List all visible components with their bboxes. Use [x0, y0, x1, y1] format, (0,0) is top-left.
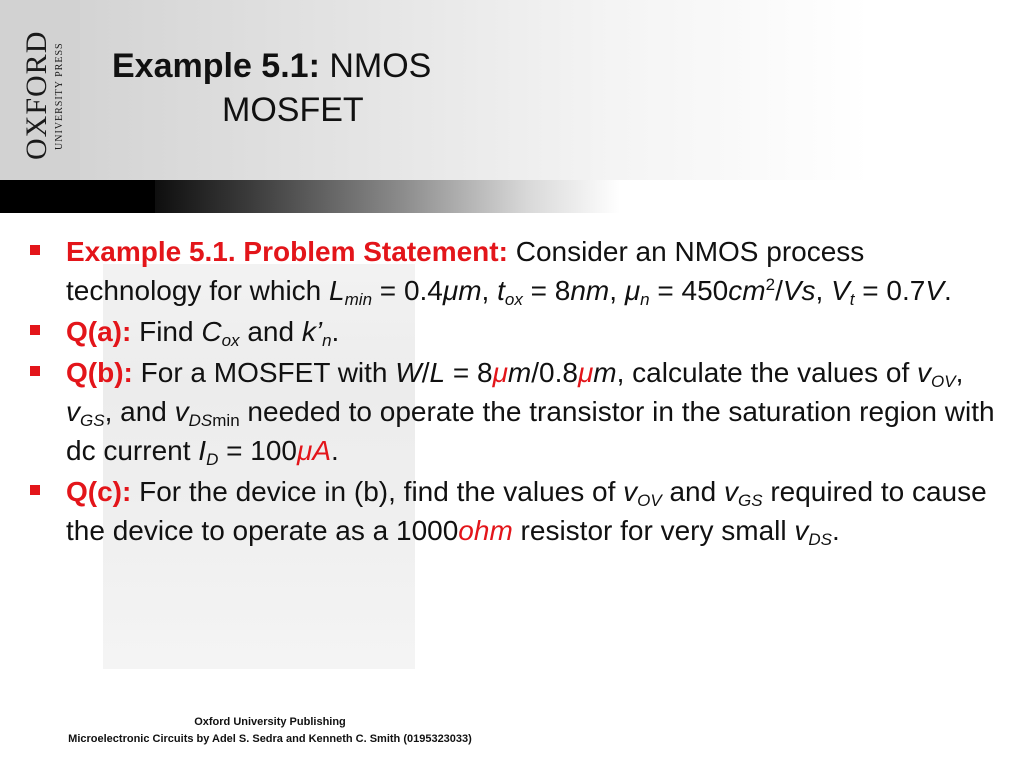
text: .	[944, 275, 952, 306]
slide-content	[30, 232, 1000, 552]
title-line2: MOSFET	[222, 91, 364, 129]
unit: m	[458, 275, 482, 306]
unit-ohm: ohm	[458, 515, 513, 546]
divider-notch	[0, 180, 155, 213]
text: = 0.7	[854, 275, 926, 306]
unit: V	[925, 275, 945, 306]
publisher-logo	[0, 0, 80, 180]
unit: Vs	[782, 275, 816, 306]
text: , and	[104, 396, 175, 427]
header-divider-bar	[0, 180, 620, 213]
subscript: OV	[637, 491, 662, 510]
subscript: n	[640, 290, 650, 309]
text: ,	[955, 357, 964, 388]
subscript: min	[344, 290, 373, 309]
bullet-qb	[30, 353, 1000, 470]
bullet-marker-icon	[30, 366, 40, 376]
bullet-qc	[30, 472, 1000, 550]
symbol: W	[395, 357, 422, 388]
text: /	[775, 275, 783, 306]
symbol: v	[623, 476, 638, 507]
text: needed to operate the transistor in the saturation region with dc current	[66, 396, 995, 466]
bullet-problem-statement	[30, 232, 1000, 310]
text: .	[331, 316, 340, 347]
symbol: C	[201, 316, 222, 347]
bullet-marker-icon	[30, 325, 40, 335]
bullet-marker-icon	[30, 245, 40, 255]
text: ,	[609, 275, 625, 306]
symbol: V	[831, 275, 850, 306]
symbol: v	[794, 515, 809, 546]
bullet-label: Example 5.1. Problem Statement:	[66, 236, 508, 267]
text: For a MOSFET with	[132, 357, 396, 388]
bullet-label: Q(a):	[66, 316, 132, 347]
logo-subtitle: UNIVERSITY PRESS	[54, 42, 65, 150]
text: Consider an NMOS process technology for which	[66, 236, 865, 306]
unit: m	[507, 357, 532, 388]
bullet-qa	[30, 312, 1000, 351]
text: = 100	[218, 435, 297, 466]
mu-symbol: μ	[492, 357, 508, 388]
subscript: n	[322, 331, 332, 350]
subscript: DS	[808, 530, 832, 549]
subscript: ox	[504, 290, 523, 309]
unit: A	[312, 435, 332, 466]
text: resistor for very small	[512, 515, 795, 546]
subscript: DS	[188, 411, 213, 430]
slide-title	[112, 44, 431, 132]
text: , calculate the values of	[616, 357, 918, 388]
symbol: I	[198, 435, 207, 466]
text: .	[331, 435, 339, 466]
footer-publisher: Oxford University Publishing	[194, 716, 346, 728]
mu-symbol: μ	[442, 275, 459, 306]
text: = 8	[522, 275, 571, 306]
subscript: ox	[221, 331, 240, 350]
text: ,	[815, 275, 832, 306]
unit: nm	[570, 275, 610, 306]
symbol: v	[723, 476, 738, 507]
text: /	[421, 357, 430, 388]
logo-wordmark: OXFORD	[20, 30, 53, 160]
unit: cm	[728, 275, 766, 306]
superscript: 2	[765, 275, 776, 294]
slide-footer	[0, 714, 540, 748]
mu-symbol: μ	[296, 435, 313, 466]
title-bold: Example 5.1:	[112, 47, 320, 85]
symbol: L	[329, 275, 345, 306]
symbol: v	[174, 396, 189, 427]
text: = 450	[649, 275, 729, 306]
bullet-marker-icon	[30, 485, 40, 495]
text: ,	[481, 275, 498, 306]
symbol: v	[66, 396, 80, 427]
subscript: D	[206, 450, 219, 469]
symbol: L	[429, 357, 446, 388]
text: For the device in (b), find the values of	[131, 476, 624, 507]
text: Find	[131, 316, 202, 347]
mu-symbol: μ	[577, 357, 594, 388]
subscript: GS	[737, 491, 763, 510]
text: required to cause the device to operate as a 1000	[66, 476, 987, 546]
symbol: k’	[301, 316, 323, 347]
subscript: GS	[80, 411, 105, 430]
text: = 8	[445, 357, 493, 388]
text: = 0.4	[372, 275, 443, 306]
footer-book-credit: Microelectronic Circuits by Adel S. Sedra and Kenneth C. Smith (0195323033)	[68, 733, 472, 745]
subscript: OV	[931, 372, 956, 391]
unit: m	[593, 357, 617, 388]
symbol: t	[497, 275, 505, 306]
text: /0.8	[531, 357, 578, 388]
symbol: v	[917, 357, 932, 388]
title-line1-rest: NMOS	[329, 47, 432, 85]
bullet-label: Q(c):	[66, 476, 132, 507]
subscript: min	[212, 411, 240, 430]
mu-symbol: μ	[624, 275, 641, 306]
subscript: t	[849, 290, 855, 309]
text: and	[239, 316, 302, 347]
text: and	[661, 476, 724, 507]
bullet-label: Q(b):	[66, 357, 133, 388]
text: .	[832, 515, 840, 546]
